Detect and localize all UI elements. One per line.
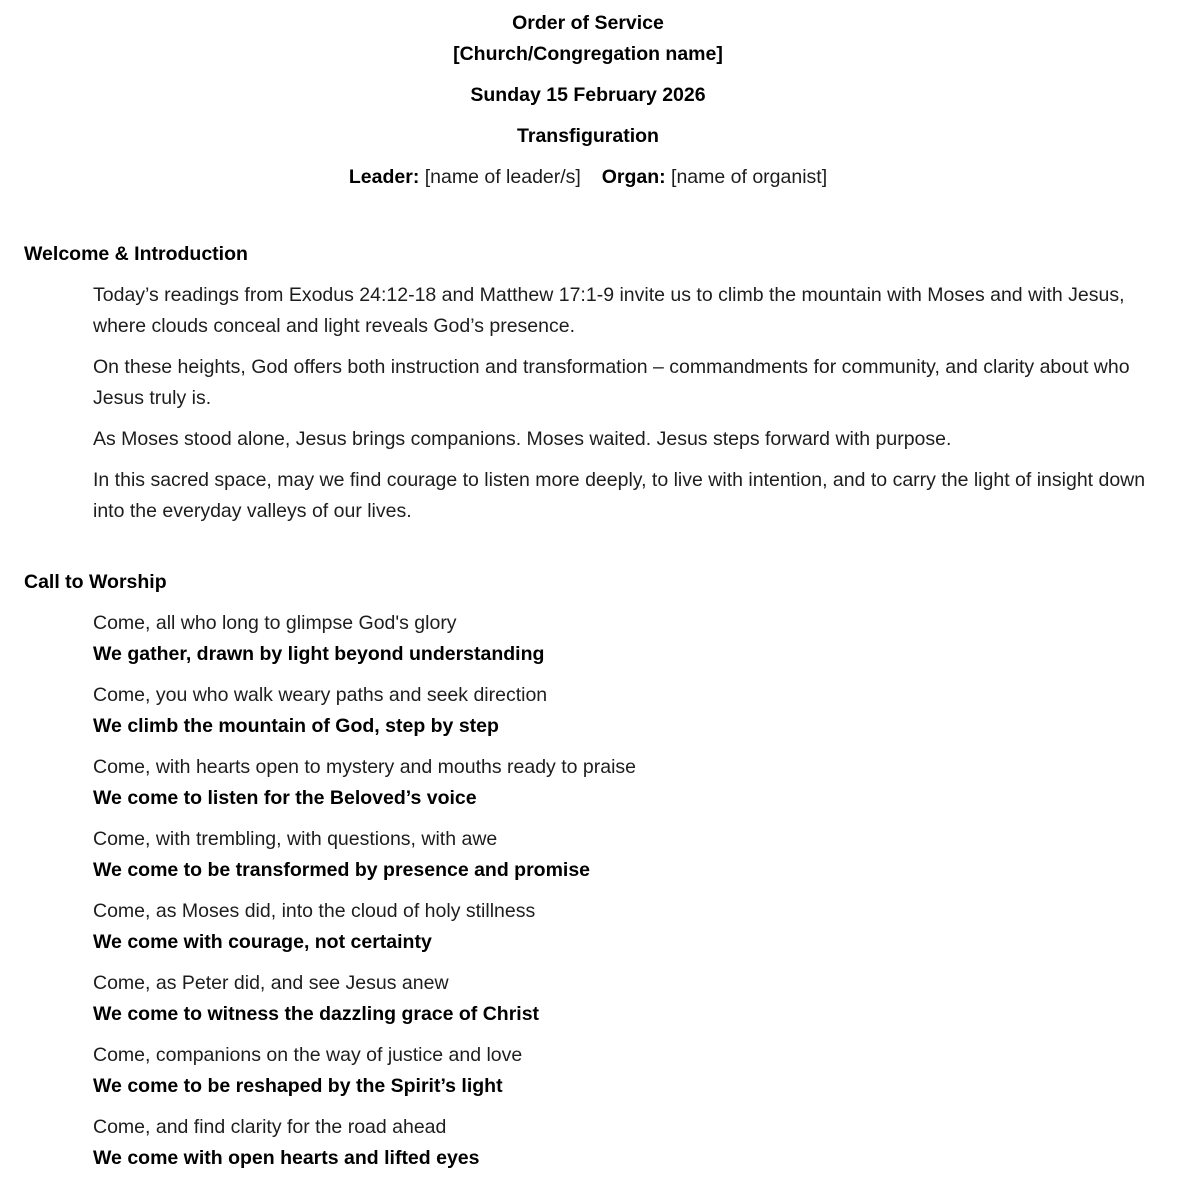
call-line: Come, and find clarity for the road ahead	[93, 1116, 447, 1138]
call-to-worship-body	[93, 608, 1148, 1174]
welcome-body	[93, 280, 1148, 527]
call-to-worship-heading: Call to Worship	[24, 571, 167, 593]
section-welcome-introduction	[24, 239, 1152, 527]
response-line: We gather, drawn by light beyond understanding	[93, 643, 545, 665]
welcome-paragraph: Today’s readings from Exodus 24:12-18 and Matthew 17:1-9 invite us to climb the mountain with Moses and with Jesus, where clouds conceal and light reveals God’s presence.	[93, 284, 1125, 337]
organ-name-placeholder: [name of organist]	[671, 166, 828, 188]
worship-couplet	[93, 968, 1148, 1030]
call-line: Come, you who walk weary paths and seek direction	[93, 684, 548, 706]
call-line: Come, with hearts open to mystery and mouths ready to praise	[93, 756, 637, 778]
response-line: We come to listen for the Beloved’s voice	[93, 787, 477, 809]
worship-couplet	[93, 680, 1148, 742]
worship-couplet	[93, 896, 1148, 958]
leader-organ-line	[24, 162, 1152, 193]
leader-name-placeholder: [name of leader/s]	[424, 166, 581, 188]
response-line: We come with courage, not certainty	[93, 931, 432, 953]
call-line: Come, as Moses did, into the cloud of holy stillness	[93, 900, 536, 922]
worship-couplet	[93, 1040, 1148, 1102]
welcome-paragraph: As Moses stood alone, Jesus brings companions. Moses waited. Jesus steps forward with purpose.	[93, 428, 952, 450]
worship-couplet	[93, 608, 1148, 670]
welcome-paragraph: On these heights, God offers both instruction and transformation – commandments for community, and clarity about who Jesus truly is.	[93, 356, 1130, 409]
church-name-placeholder: [Church/Congregation name]	[453, 43, 723, 65]
worship-couplet	[93, 1112, 1148, 1174]
service-date: Sunday 15 February 2026	[470, 84, 706, 106]
response-line: We come to be transformed by presence and promise	[93, 859, 591, 881]
document-header	[24, 8, 1152, 193]
section-call-to-worship	[24, 567, 1152, 1174]
call-line: Come, as Peter did, and see Jesus anew	[93, 972, 449, 994]
response-line: We climb the mountain of God, step by step	[93, 715, 499, 737]
leader-label: Leader:	[348, 166, 420, 188]
worship-couplet	[93, 824, 1148, 886]
response-line: We come to be reshaped by the Spirit’s light	[93, 1075, 503, 1097]
response-line: We come with open hearts and lifted eyes	[93, 1147, 480, 1169]
organ-label: Organ:	[601, 166, 666, 188]
service-occasion: Transfiguration	[517, 125, 659, 147]
worship-couplet	[93, 752, 1148, 814]
document-title: Order of Service	[512, 12, 664, 34]
call-line: Come, all who long to glimpse God's glory	[93, 612, 457, 634]
welcome-heading: Welcome & Introduction	[24, 243, 248, 265]
call-line: Come, with trembling, with questions, with awe	[93, 828, 498, 850]
welcome-paragraph: In this sacred space, may we find courage to listen more deeply, to live with intention, and to carry the light of insight down into the everyday valleys of our lives.	[93, 469, 1146, 522]
call-line: Come, companions on the way of justice and love	[93, 1044, 523, 1066]
response-line: We come to witness the dazzling grace of Christ	[93, 1003, 540, 1025]
